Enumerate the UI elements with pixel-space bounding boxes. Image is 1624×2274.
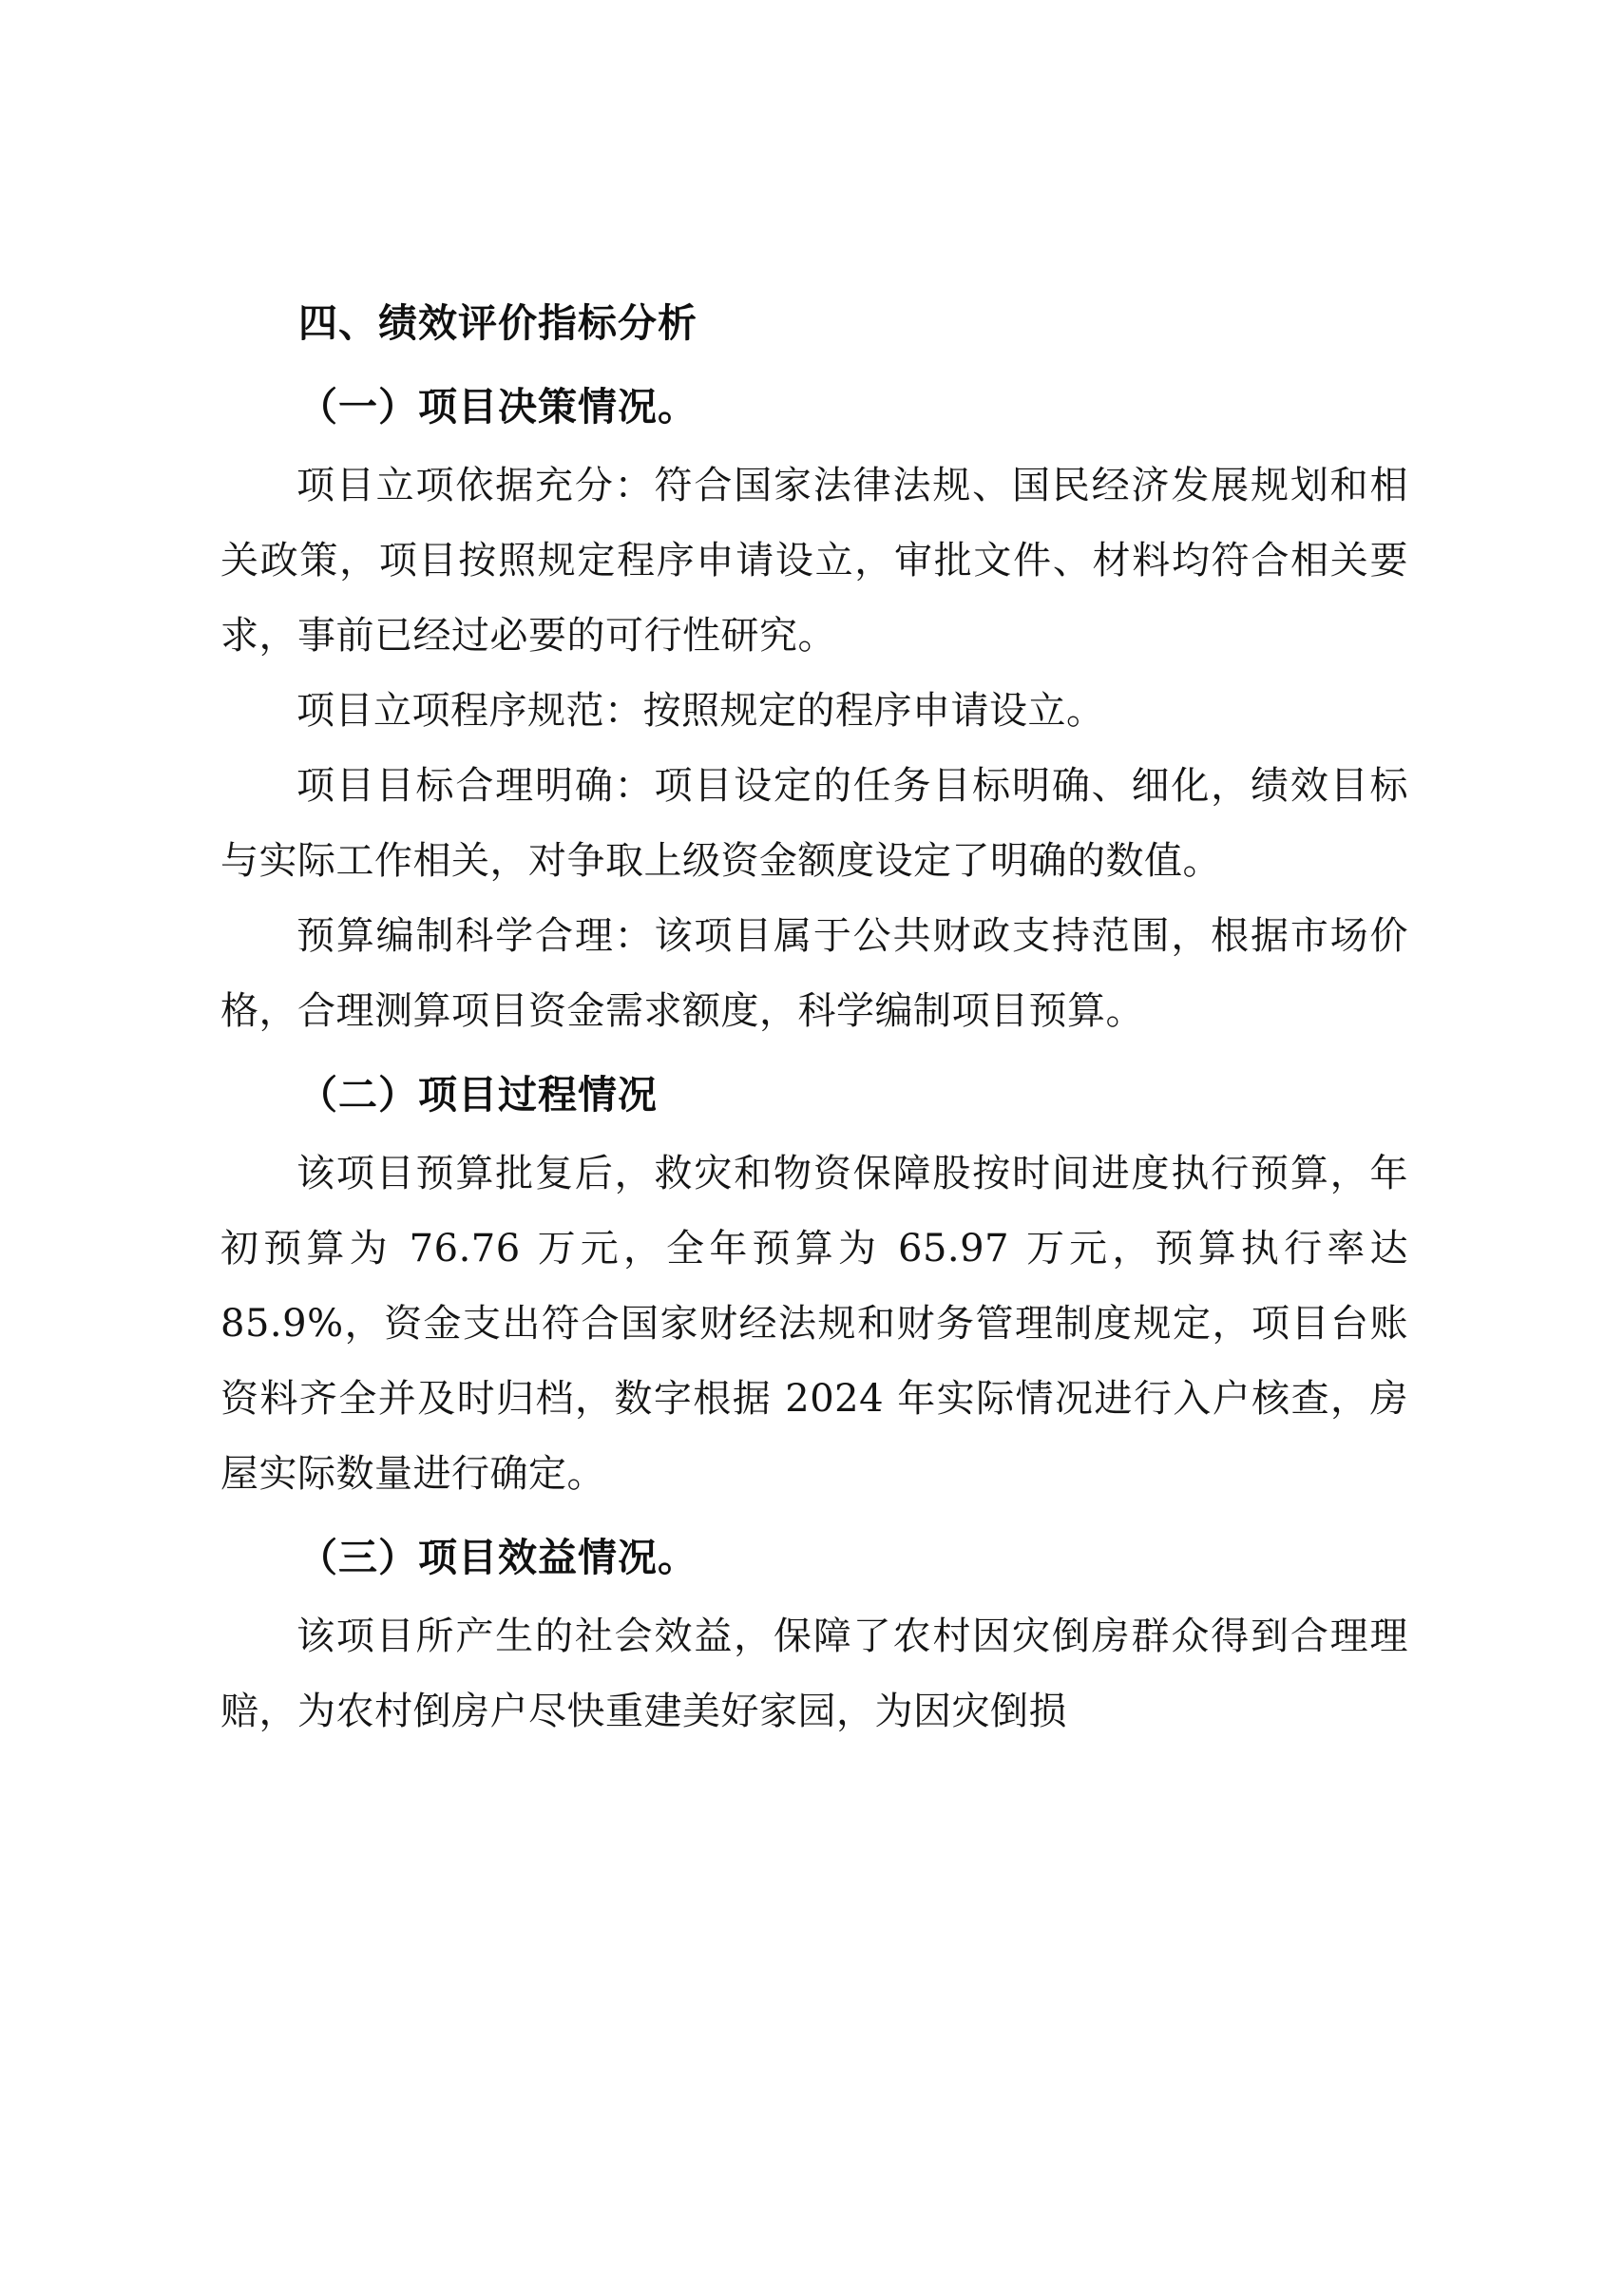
paragraph-2: 项目立项程序规范：按照规定的程序申请设立。 [296, 689, 1105, 733]
document-body [220, 285, 1408, 1749]
subsection-heading-3: （三）项目效益情况。 [298, 1535, 697, 1580]
section-heading: 四、绩效评价指标分析 [298, 300, 697, 346]
paragraph-6: 该项目所产生的社会效益，保障了农村因灾倒房群众得到合理理赔，为农村倒房户尽快重建美好家园，为因灾倒损 [220, 1615, 1408, 1733]
paragraph-4: 预算编制科学合理：该项目属于公共财政支持范围，根据市场价格，合理测算项目资金需求额度，科学编制项目预算。 [220, 914, 1408, 1033]
subsection-heading-1: （一）项目决策情况。 [298, 384, 697, 430]
paragraph-3: 项目目标合理明确：项目设定的任务目标明确、细化，绩效目标与实际工作相关，对争取上级资金额度设定了明确的数值。 [220, 764, 1408, 883]
paragraph-1: 项目立项依据充分：符合国家法律法规、国民经济发展规划和相关政策，项目按照规定程序申请设立，审批文件、材料均符合相关要求，事前已经过必要的可行性研究。 [220, 464, 1408, 658]
paragraph-5: 该项目预算批复后，救灾和物资保障股按时间进度执行预算，年初预算为 76.76 万元，全年预算为 65.97 万元，预算执行率达 85.9%，资金支出符合国家财经法规和财务管理制度规定，项目台账资料齐全并及时归档，数字根据 2024 年实际情况进行入户核查，房屋实际数量进行确定。 [220, 1152, 1408, 1496]
subsection-heading-2: （二）项目过程情况 [298, 1072, 658, 1118]
